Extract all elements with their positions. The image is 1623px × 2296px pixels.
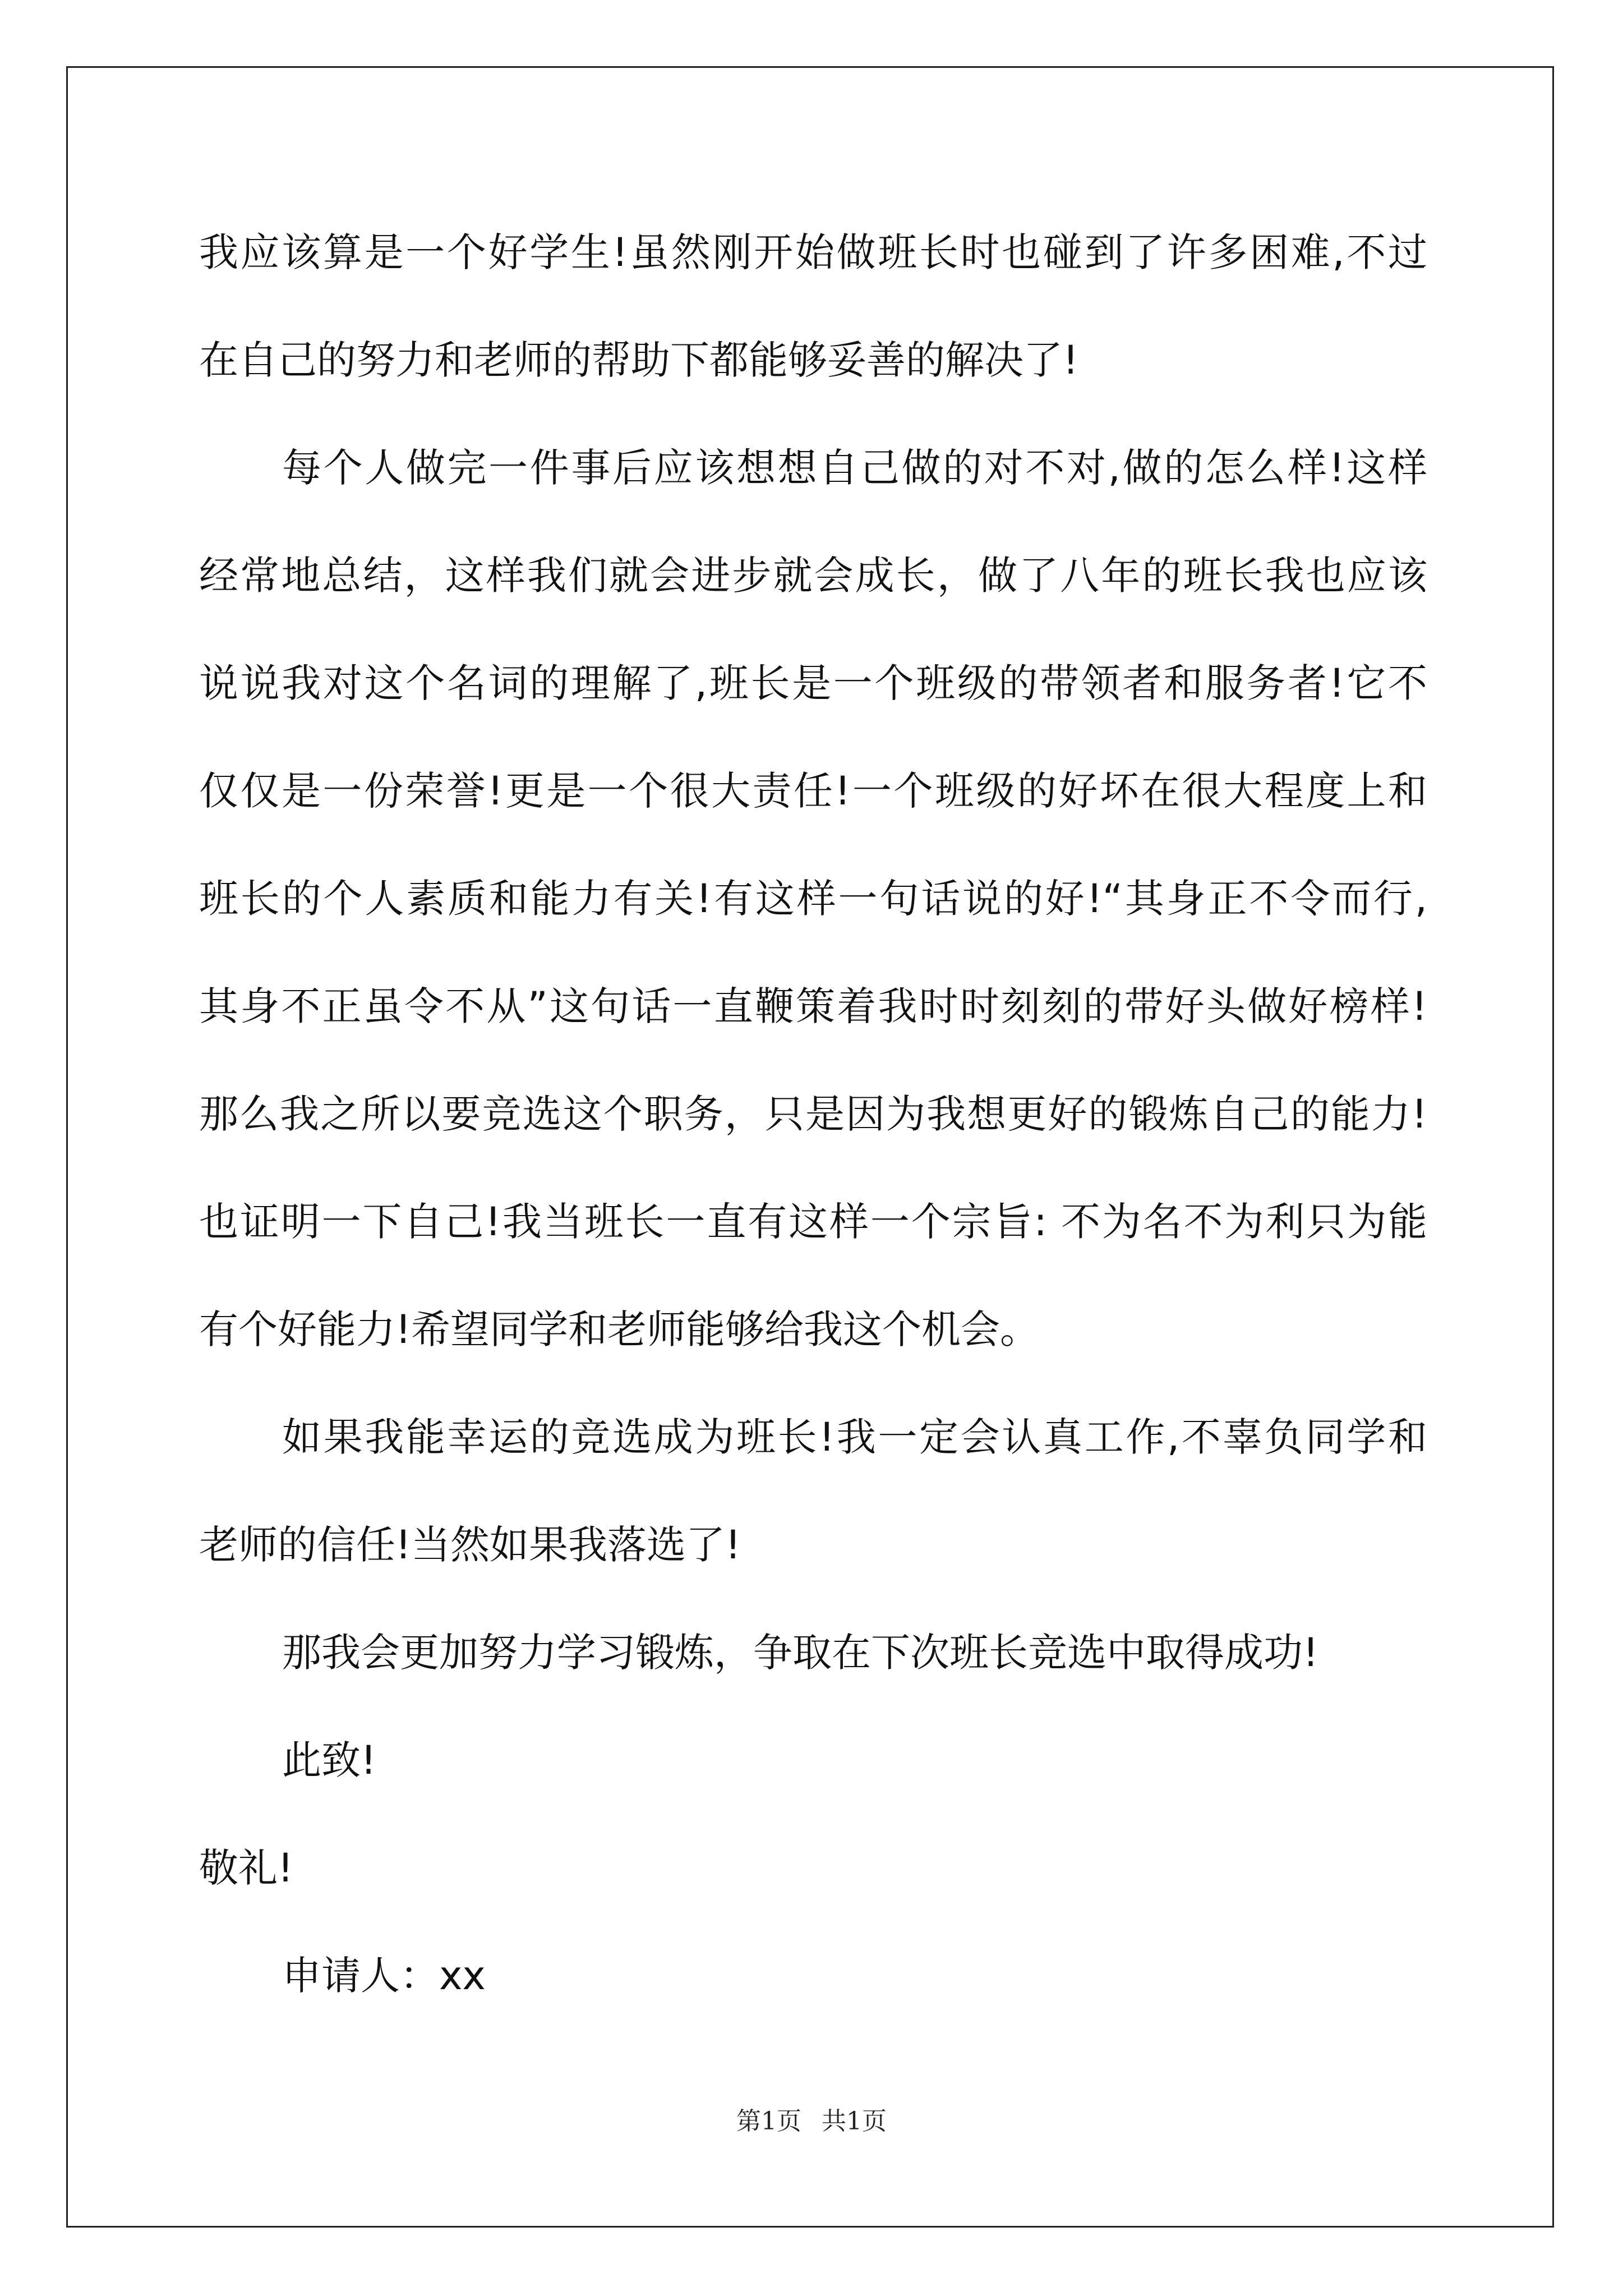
document-body: [199, 219, 1427, 2050]
text-line: 其身不正虽令不从”这句话一直鞭策着我时时刻刻的带好头做好榜样!: [199, 983, 1427, 1029]
closing-respect: 敬礼!: [199, 1845, 294, 1891]
page-footer: [0, 2101, 1623, 2137]
text-line: 那我会更加努力学习锻炼，争取在下次班长竞选中取得成功!: [282, 1630, 1319, 1676]
closing-salutation: 此致!: [282, 1737, 377, 1783]
text-line: 说说我对这个名词的理解了,班长是一个班级的带领者和服务者!它不: [199, 660, 1427, 706]
text-line: 那么我之所以要竞选这个职务，只是因为我想更好的锻炼自己的能力!: [199, 1091, 1427, 1137]
text-line: 如果我能幸运的竞选成为班长!我一定会认真工作,不辜负同学和: [282, 1414, 1427, 1460]
text-line: 班长的个人素质和能力有关!有这样一句话说的好!“其身正不令而行,: [199, 876, 1427, 922]
text-line: 老师的信任!当然如果我落选了!: [199, 1522, 741, 1568]
text-line: 每个人做完一件事后应该想想自己做的对不对,做的怎么样!这样: [282, 445, 1427, 491]
page-number-current: 第1页: [736, 2107, 801, 2136]
applicant-signature: 申请人：xx: [282, 1953, 486, 1999]
text-line: 我应该算是一个好学生!虽然刚开始做班长时也碰到了许多困难,不过: [199, 229, 1427, 275]
text-line: 在自己的努力和老师的帮助下都能够妥善的解决了!: [199, 337, 1079, 383]
page-number-total: 共1页: [822, 2107, 887, 2136]
text-line: 也证明一下自己!我当班长一直有这样一个宗旨: 不为名不为利只为能: [199, 1199, 1427, 1245]
text-line: 经常地总结，这样我们就会进步就会成长，做了八年的班长我也应该: [199, 553, 1427, 599]
text-line: 仅仅是一份荣誉!更是一个很大责任!一个班级的好坏在很大程度上和: [199, 768, 1427, 814]
text-line: 有个好能力!希望同学和老师能够给我这个机会。: [199, 1306, 1040, 1352]
